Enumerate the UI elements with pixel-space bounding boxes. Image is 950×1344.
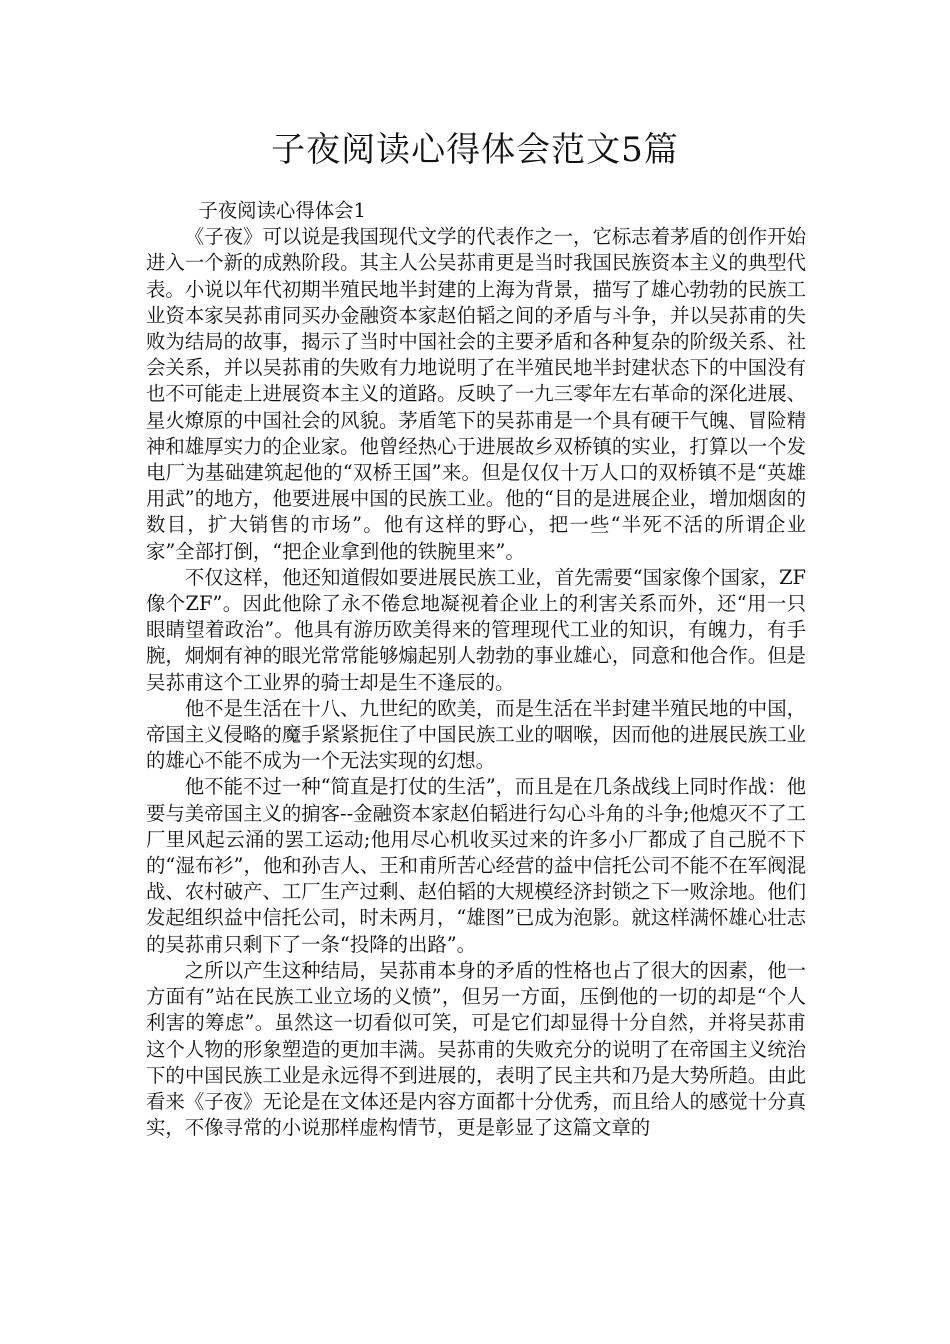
body-paragraph-4: 他不能不过一种“简直是打仗的生活”，而且是在几条战线上同时作战：他要与美帝国主义的掮客--金融资本家赵伯韬进行勾心斗角的斗争;他熄灭不了工厂里风起云涌的罢工运动;他用尽心机收买过来的许多小厂都成了自己脱不下的“湿布衫”，他和孙吉人、王和甫所苦心经营的益中信托公司不能不在军阀混战、农村破产、工厂生产过剩、赵伯韬的大规模经济封锁之下一败涂地。他们发起组织益中信托公司，时未两月，“雄图”已成为泡影。就这样满怀雄心壮志的吴荪甫只剩下了一条“投降的出路”。 xyxy=(146,775,806,956)
body-paragraph-2: 不仅这样，他还知道假如要进展民族工业，首先需要“国家像个国家，ZF像个ZF”。因此他除了永不倦怠地凝视着企业上的利害关系而外，还“用一只眼睛望着政治”。他具有游历欧美得来的管理现代工业的知识，有魄力，有手腕，炯炯有神的眼光常常能够煽起别人勃勃的事业雄心，同意和他合作。但是吴荪甫这个工业界的骑士却是生不逢辰的。 xyxy=(146,565,806,694)
document-body xyxy=(146,198,806,1141)
document-title: 子夜阅读心得体会范文5篇 xyxy=(271,130,679,170)
body-paragraph-3: 他不是生活在十八、九世纪的欧美，而是生活在半封建半殖民地的中国，帝国主义侵略的魔手紧紧扼住了中国民族工业的咽喉，因而他的进展民族工业的雄心不能不成为一个无法实现的幻想。 xyxy=(146,696,806,773)
body-paragraph-5: 之所以产生这种结局，吴荪甫本身的矛盾的性格也占了很大的因素，他一方面有”站在民族工业立场的义愤”，但另一方面，压倒他的一切的却是“个人利害的筹虑”。虽然这一切看似可笑，可是它们却显得十分自然，并将吴荪甫这个人物的形象塑造的更加丰满。吴荪甫的失败充分的说明了在帝国主义统治下的中国民族工业是永远得不到进展的，表明了民主共和乃是大势所趋。由此看来《子夜》无论是在文体还是内容方面都十分优秀，而且给人的感觉十分真实，不像寻常的小说那样虚构情节，更是彰显了这篇文章的 xyxy=(146,958,806,1140)
body-paragraph-1: 《子夜》可以说是我国现代文学的代表作之一，它标志着茅盾的创作开始进入一个新的成熟阶段。其主人公吴荪甫更是当时我国民族资本主义的典型代表。小说以年代初期半殖民地半封建的上海为背景，描写了雄心勃勃的民族工业资本家吴荪甫同买办金融资本家赵伯韬之间的矛盾与斗争，并以吴荪甫的失败为结局的故事，揭示了当时中国社会的主要矛盾和各种复杂的阶级关系、社会关系，并以吴荪甫的失败有力地说明了在半殖民地半封建状态下的中国没有也不可能走上进展资本主义的道路。反映了一九三零年左右革命的深化进展、星火燎原的中国社会的风貌。茅盾笔下的吴荪甫是一个具有硬干气魄、冒险精神和雄厚实力的企业家。他曾经热心于进展故乡双桥镇的实业，打算以一个发电厂为基础建筑起他的“双桥王国”来。但是仅仅十万人口的双桥镇不是“英雄用武”的地方，他要进展中国的民族工业。他的“目的是进展企业，增加烟囱的数目，扩大销售的市场”。他有这样的野心，把一些“半死不活的所谓企业家”全部打倒，“把企业拿到他的铁腕里来”。 xyxy=(146,225,806,563)
section-heading: 子夜阅读心得体会1 xyxy=(198,199,366,222)
